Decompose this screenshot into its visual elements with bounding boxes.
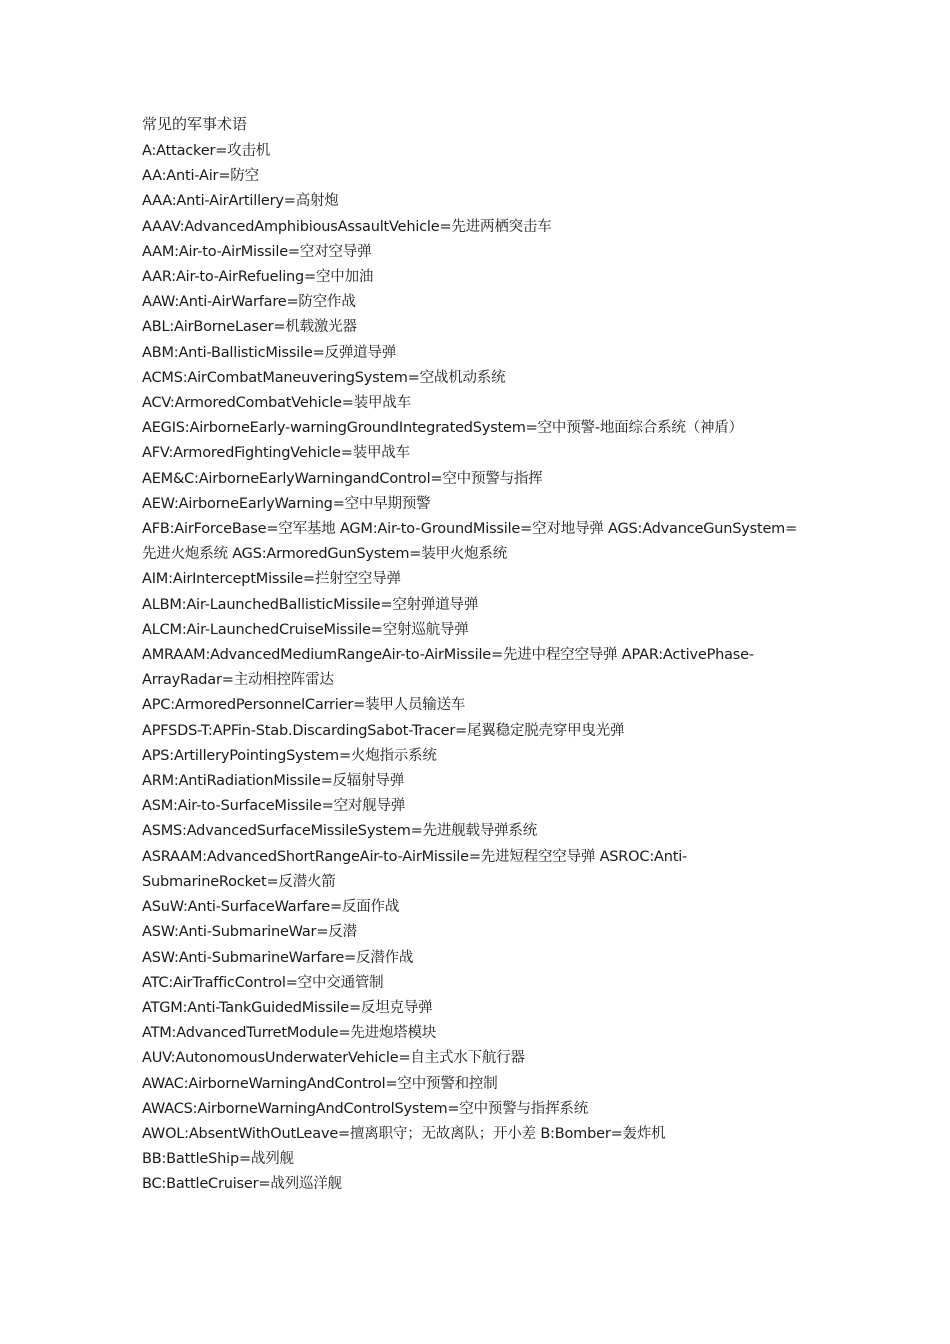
term-entry: AAR:Air-to-AirRefueling=空中加油	[142, 269, 374, 286]
term-entry: ALCM:Air-LaunchedCruiseMissile=空射巡航导弹	[142, 621, 469, 638]
term-entry: AEGIS:AirborneEarly-warningGroundIntegratedSystem=空中预警-地面综合系统（神盾）AFV:ArmoredFightingVehicle=装甲战车	[142, 420, 743, 462]
term-entry: ASW:Anti-SubmarineWarfare=反潜作战	[142, 949, 414, 966]
term-entry: AEM&C:AirborneEarlyWarningandControl=空中预警与指挥	[142, 470, 543, 487]
term-entry: BB:BattleShip=战列舰	[142, 1151, 294, 1168]
term-entry: ASM:Air-to-SurfaceMissile=空对舰导弹	[142, 798, 406, 815]
document-title: 常见的军事术语	[142, 115, 248, 133]
term-entry: AAAV:AdvancedAmphibiousAssaultVehicle=先进两栖突击车	[142, 218, 552, 235]
term-entry: ARM:AntiRadiationMissile=反辐射导弹	[142, 773, 405, 790]
term-entry: ACV:ArmoredCombatVehicle=装甲战车	[142, 395, 411, 412]
term-entry: A:Attacker=攻击机	[142, 143, 271, 159]
term-entry: AIM:AirInterceptMissile=拦射空空导弹	[142, 571, 401, 588]
term-entry: ACMS:AirCombatManeuveringSystem=空战机动系统	[142, 369, 506, 386]
term-entry: ALBM:Air-LaunchedBallisticMissile=空射弹道导弹	[142, 596, 479, 613]
term-entry: AAW:Anti-AirWarfare=防空作战	[142, 294, 356, 311]
term-entry: AWOL:AbsentWithOutLeave=擅离职守；无故离队；开小差 B:Bomber=轰炸机	[142, 1125, 666, 1142]
term-entry: AMRAAM:AdvancedMediumRangeAir-to-AirMissile=先进中程空空导弹 APAR:ActivePhase-ArrayRadar=主动相控阵雷达	[142, 647, 754, 689]
term-entry: ASW:Anti-SubmarineWar=反潜	[142, 924, 357, 941]
term-entry: ASMS:AdvancedSurfaceMissileSystem=先进舰载导弹系统	[142, 823, 538, 840]
term-entry: ASuW:Anti-SurfaceWarfare=反面作战	[142, 899, 400, 916]
term-entry: ATC:AirTrafficControl=空中交通管制	[142, 974, 384, 991]
term-entry: AUV:AutonomousUnderwaterVehicle=自主式水下航行器	[142, 1050, 525, 1067]
term-entry: AWACS:AirborneWarningAndControlSystem=空中预警与指挥系统	[142, 1100, 589, 1117]
term-entry: ABL:AirBorneLaser=机载激光器	[142, 319, 357, 336]
term-entry: AAM:Air-to-AirMissile=空对空导弹	[142, 243, 372, 260]
term-entry: AWAC:AirborneWarningAndControl=空中预警和控制	[142, 1075, 498, 1092]
term-entry: APS:ArtilleryPointingSystem=火炮指示系统	[142, 747, 437, 764]
term-entry: APFSDS-T:APFin-Stab.DiscardingSabot-Tracer=尾翼稳定脱壳穿甲曳光弹	[142, 722, 625, 739]
term-entry: AEW:AirborneEarlyWarning=空中早期预警	[142, 495, 431, 512]
term-entry: BC:BattleCruiser=战列巡洋舰	[142, 1176, 342, 1193]
term-entry: ABM:Anti-BallisticMissile=反弹道导弹	[142, 344, 397, 361]
term-entry: ASRAAM:AdvancedShortRangeAir-to-AirMissile=先进短程空空导弹 ASROC:Anti-SubmarineRocket=反潜火箭	[142, 848, 688, 890]
term-entry: ATGM:Anti-TankGuidedMissile=反坦克导弹	[142, 999, 433, 1016]
term-entry: AFB:AirForceBase=空军基地 AGM:Air-to-GroundMissile=空对地导弹 AGS:AdvanceGunSystem=先进火炮系统 AGS:ArmoredGunSystem=装甲火炮系统	[142, 521, 798, 563]
document-body	[142, 112, 810, 1198]
term-entry: AA:Anti-Air=防空	[142, 168, 259, 185]
term-entry: AAA:Anti-AirArtillery=高射炮	[142, 193, 339, 210]
term-entry: ATM:AdvancedTurretModule=先进炮塔模块	[142, 1025, 437, 1042]
term-entry: APC:ArmoredPersonnelCarrier=装甲人员输送车	[142, 697, 466, 714]
